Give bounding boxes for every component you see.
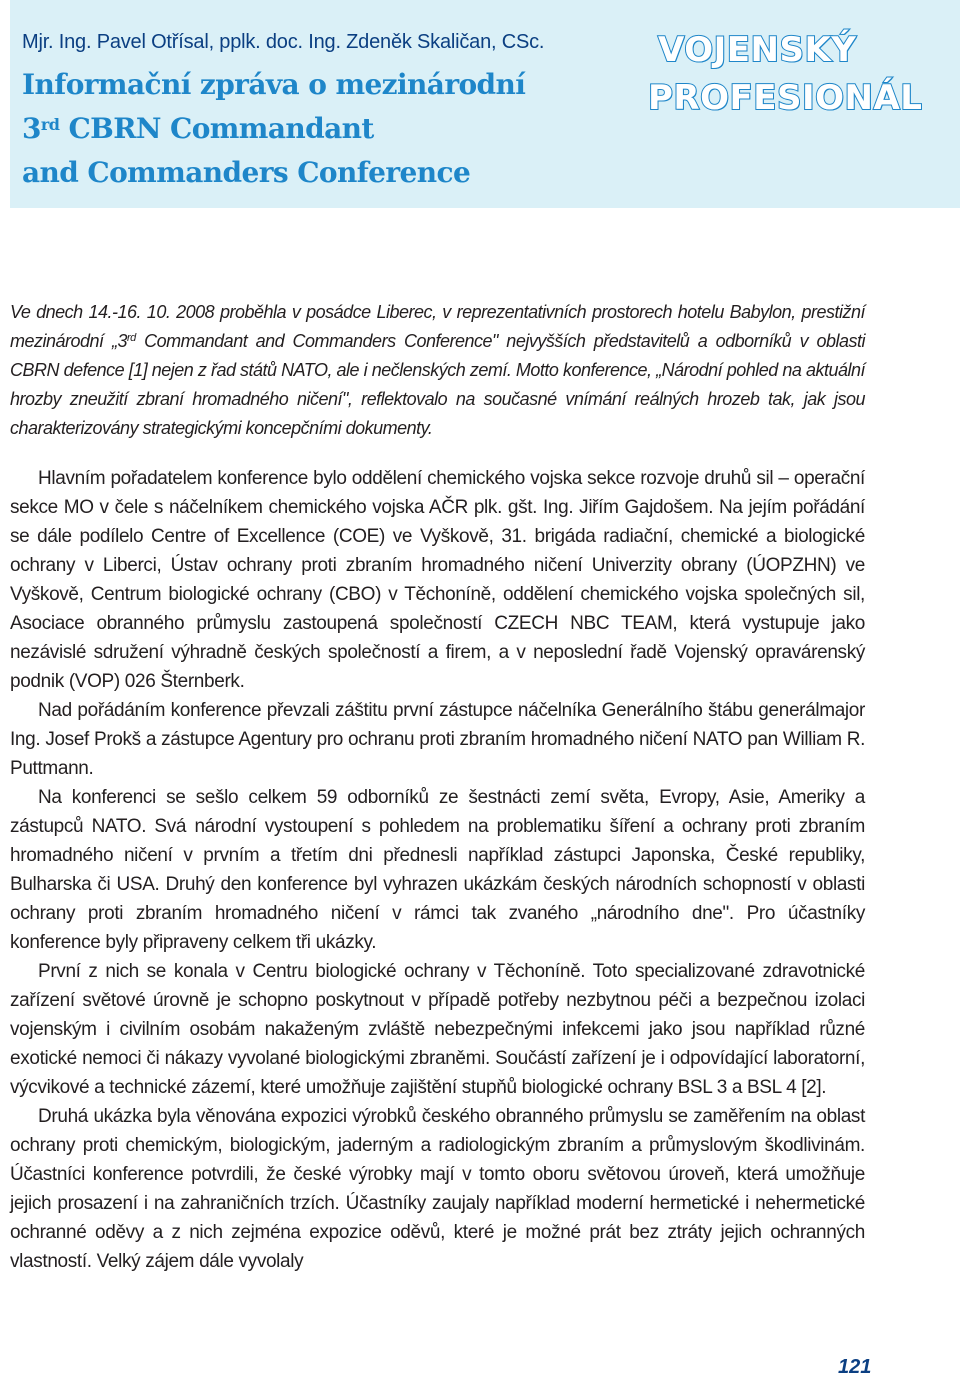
body-paragraph-4: První z nich se konala v Centru biologické ochrany v Těchoníně. Toto specializované zdravotnické zařízení světové úrovně je schopno poskytnout v případě potřeby nezbytnou péči a bezpečnou izolaci vojenským i civilním osobám nakaženým zvláště nebezpečnými infekcemi jako jsou například různé exotické nemoci či nákazy vyvolané biologickými zbraněmi. Součástí zařízení je i odpovídající laboratorní, výcvikové a technické zázemí, které umožňuje zajištění stupňů biologické ochrany BSL 3 a BSL 4 [2].: [10, 961, 865, 1098]
magazine-logo: [648, 26, 922, 122]
article-body: [10, 298, 865, 1276]
title-line-2: [22, 107, 525, 151]
title-line-3: and Commanders Conference: [22, 156, 471, 189]
body-paragraph-5: Druhá ukázka byla věnována expozici výrobků českého obranného průmyslu se zaměřením na oblast ochrany proti chemickým, biologickým, jaderným a radiologickým zbraním a průmyslovým škodlivinám. Účastníci konference potvrdili, že české výrobky mají v tomto oboru světovou úroveň, která umožňuje jejich prosazení i na zahraničních trzích. Účastníky zaujaly například moderní hermetické i nehermetické ochranné oděvy a z nich zejména expozice oděvů, které je možné prát bez ztráty jejich ochranných vlastností. Velký zájem dále vyvolaly: [10, 1106, 865, 1272]
body-paragraph-2: Nad pořádáním konference převzali záštitu první zástupce náčelníka Generálního štábu generálmajor Ing. Josef Prokš a zástupce Agentury pro ochranu proti zbraním hromadného ničení NATO pan William R. Puttmann.: [10, 700, 865, 779]
body-paragraph-3: Na konferenci se sešlo celkem 59 odborníků ze šestnácti zemí světa, Evropy, Asie, Ameriky a zástupců NATO. Svá národní vystoupení s pohledem na problematiku šíření a ochrany proti zbraním hromadného ničení v prvním a třetím dni přednesli například zástupci Japonska, České republiky, Bulharska či USA. Druhý den konference byl vyhrazen ukázkám českých národních schopností v oblasti ochrany proti zbraním hromadného ničení v rámci tak zvaného „národního dne". Pro účastníky konference byly připraveny celkem tři ukázky.: [10, 787, 865, 953]
logo-line-2: PROFESIONÁL: [648, 78, 923, 118]
title-ordinal-number: 3: [22, 112, 41, 145]
lead-text-1: Ve dnech 14.-16. 10. 2008 proběhla v posádce Liberec, v reprezentativních prostorech hotelu Babylon, prestižní mezinárodní „3: [10, 302, 865, 351]
title-line-2-rest: CBRN Commandant: [59, 112, 374, 145]
title-line-1: Informační zpráva o mezinárodní: [22, 68, 526, 101]
lead-text-2: Commandant and Commanders Conference" nejvyšších představitelů a odborníků v oblasti CBRN defence [1] nejen z řad států NATO, ale i nečlenských zemí. Motto konference, „Národní pohled na aktuální hrozby zneužití zbraní hromadného ničení", reflektovalo na současné vnímání reálných hrozeb tak, jak jsou charakterizovány strategickými koncepčními dokumenty.: [10, 331, 865, 438]
article-title: [22, 63, 525, 195]
logo-line-1: VOJENSKÝ: [658, 30, 857, 70]
title-ordinal-suffix: rd: [40, 115, 60, 134]
lead-sup: rd: [126, 332, 136, 344]
lead-paragraph: [10, 298, 865, 443]
authors: Mjr. Ing. Pavel Otřísal, pplk. doc. Ing. Zdeněk Skaličan, CSc.: [22, 31, 545, 53]
page-number: 121: [838, 1356, 872, 1378]
body-paragraph-1: Hlavním pořadatelem konference bylo oddělení chemického vojska sekce rozvoje druhů sil – operační sekce MO v čele s náčelníkem chemického vojska AČR plk. gšt. Ing. Jiřím Gajdošem. Na jejím pořádání se dále podílelo Centre of Excellence (COE) ve Vyškově, 31. brigáda radiační, chemické a biologické ochrany v Liberci, Ústav ochrany proti zbraním hromadného ničení Univerzity obrany (ÚOPZHN) ve Vyškově, Centrum biologické ochrany (CBO) v Těchoníně, oddělení chemického vojska společných sil, Asociace obranného průmyslu zastoupená společností CZECH NBC TEAM, která vystupuje jako nezávislé sdružení výhradně českých společností a firem, a v neposlední řadě Vojenský opravárenský podnik (VOP) 026 Šternberk.: [10, 468, 865, 692]
